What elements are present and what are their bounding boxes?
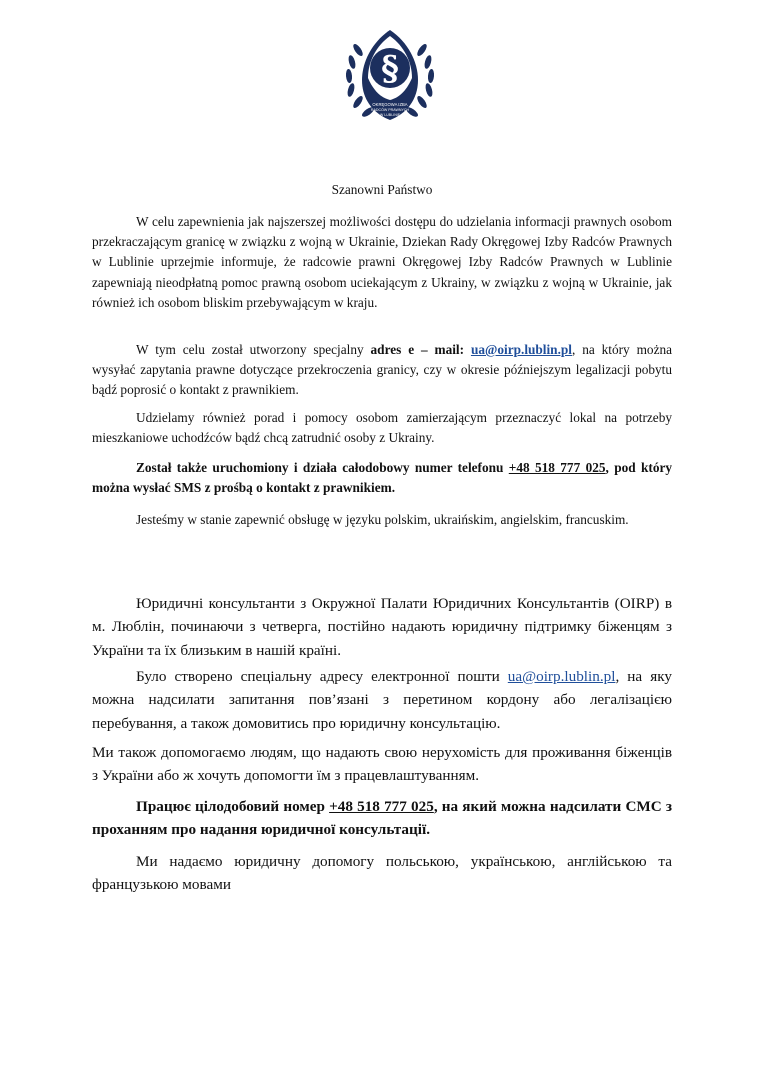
pl-p2-text-after: , na który można wysyłać zapytania prawne dotyczące przekroczenia granicy, czy w okresie późniejszym legalizacji pobytu bądź poprosić o kontakt z prawnikiem. bbox=[92, 342, 673, 398]
pl-paragraph-2 bbox=[92, 340, 672, 401]
logo-line-1: OKRĘGOWA IZBA bbox=[372, 102, 408, 107]
ua-paragraph-2 bbox=[92, 665, 672, 735]
ua-p4-text-after: , на який можна надсилати СМС з проханням про надання юридичної консультації. bbox=[92, 798, 672, 839]
pl-p2-text: W tym celu został utworzony specjalny bbox=[136, 342, 371, 357]
pl-p4-text: Został także uruchomiony i działa całodobowy numer telefonu bbox=[136, 460, 509, 475]
pl-paragraph-4 bbox=[92, 458, 672, 498]
pl-p2-bold: adres e – mail: bbox=[370, 342, 471, 357]
logo-line-2: RADCÓW PRAWNYCH bbox=[370, 108, 410, 112]
pl-phone-number[interactable]: +48 518 777 025 bbox=[508, 460, 606, 475]
ua-phone-number[interactable]: +48 518 777 025 bbox=[329, 798, 434, 815]
ua-paragraph-5: Ми надаємо юридичну допомогу польською, українською, англійською та французькою мовами bbox=[92, 853, 672, 894]
chamber-logo bbox=[340, 22, 440, 132]
pl-paragraph-3: Udzielamy również porad i pomocy osobom zamierzającym przeznaczyć lokal na potrzeby mieszkaniowe uchodźców bądź chcą zatrudnić osoby z Ukrainy. bbox=[92, 410, 672, 446]
ua-paragraph-3: Ми також допомогаємо людям, що надають свою нерухомість для проживання біженців з України або ж хочуть допомогти їм з працевлаштуванням. bbox=[92, 744, 672, 785]
ua-p2-text: Було створено спеціальну адресу електронної пошти bbox=[136, 668, 508, 685]
logo-line-3: W LUBLINIE bbox=[379, 113, 401, 117]
ua-paragraph-4 bbox=[92, 795, 672, 842]
greeting: Szanowni Państwo bbox=[331, 182, 433, 197]
ua-paragraph-1: Юридичні консультанти з Окружної Палати Юридичних Консультантів (OIRP) в м. Люблін, починаючи з четверга, постійно надають юридичну підтримку біженцям з України та їх близьким в нашій країні. bbox=[92, 595, 672, 659]
pl-paragraph-5: Jesteśmy w stanie zapewnić obsługę w języku polskim, ukraińskim, angielskim, francuskim. bbox=[136, 512, 629, 527]
paragraph-symbol-icon: § bbox=[381, 49, 399, 89]
ua-p4-text: Працює цілодобовий номер bbox=[136, 798, 330, 815]
ua-p2-text-after: , на яку можна надсилати запитання пов’язані з перетином кордону або легалізацією перебування, а також домовитись про юридичну консультацію. bbox=[92, 668, 672, 732]
ua-email-link[interactable]: ua@oirp.lublin.pl bbox=[507, 668, 616, 685]
pl-email-link[interactable]: ua@oirp.lublin.pl bbox=[470, 342, 572, 357]
pl-paragraph-1: W celu zapewnienia jak najszerszej możliwości dostępu do udzielania informacji prawnych osobom przekraczającym granicę w związku z wojną w Ukrainie, Dziekan Rady Okręgowej Izby Radców Prawnych w Lublinie uprzejmie informuje, że radcowie prawni Okręgowej Izby Radców Prawnych w Lublinie zapewniają nieodpłatną pomoc prawną osobom uciekającym z Ukrainy, w związku z wojną w Ukrainie, jak również ich osobom bliskim przebywającym w kraju. bbox=[92, 214, 672, 310]
pl-p4-text-after: , pod który można wysłać SMS z prośbą o kontakt z prawnikiem. bbox=[92, 460, 673, 496]
